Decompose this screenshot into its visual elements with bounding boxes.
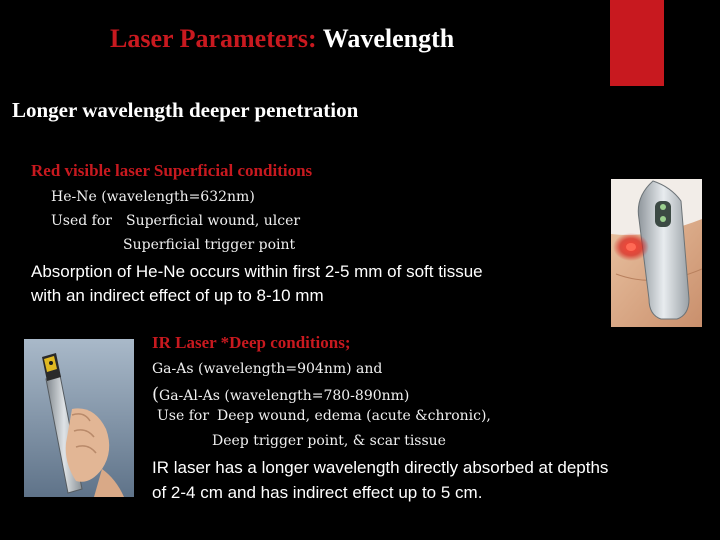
gaalas-wavelength	[152, 384, 409, 405]
absorption-line-2: with an indirect effect of up to 8-10 mm	[31, 286, 324, 305]
absorption-line-1: Absorption of He-Ne occurs within first 2-5 mm of soft tissue	[31, 262, 483, 281]
hene-wavelength: He-Ne (wavelength=632nm)	[51, 189, 255, 205]
use-label: Use for	[157, 408, 210, 424]
ir-laser-probe-photo	[24, 339, 134, 497]
gaalas-paren: (	[152, 384, 160, 405]
title-topic: Wavelength	[322, 24, 455, 53]
slide-subtitle: Longer wavelength deeper penetration	[12, 98, 359, 122]
ir-laser-uses	[157, 408, 491, 424]
ir-laser-heading: IR Laser *Deep conditions;	[152, 333, 351, 352]
used-label: Used for	[51, 213, 112, 229]
title-prefix: Laser Parameters:	[110, 24, 317, 53]
gaas-wavelength: Ga-As (wavelength=904nm) and	[152, 361, 383, 377]
red-laser-heading: Red visible laser Superficial conditions	[31, 161, 313, 180]
ir-description-line-1: IR laser has a longer wavelength directly absorbed at depths	[152, 458, 609, 477]
use-value: Deep wound, edema (acute &chronic),	[217, 408, 491, 424]
slide-title	[110, 24, 454, 54]
red-laser-device-photo	[611, 179, 702, 327]
ir-laser-trigger: Deep trigger point, & scar tissue	[212, 433, 446, 449]
used-value: Superficial wound, ulcer	[125, 213, 301, 229]
gaalas-text: Ga-Al-As (wavelength=780-890nm)	[159, 388, 410, 404]
red-laser-uses	[51, 213, 300, 229]
accent-bar	[610, 0, 664, 86]
red-laser-trigger: Superficial trigger point	[123, 237, 296, 253]
ir-description-line-2: of 2-4 cm and has indirect effect up to 5 cm.	[152, 483, 483, 502]
